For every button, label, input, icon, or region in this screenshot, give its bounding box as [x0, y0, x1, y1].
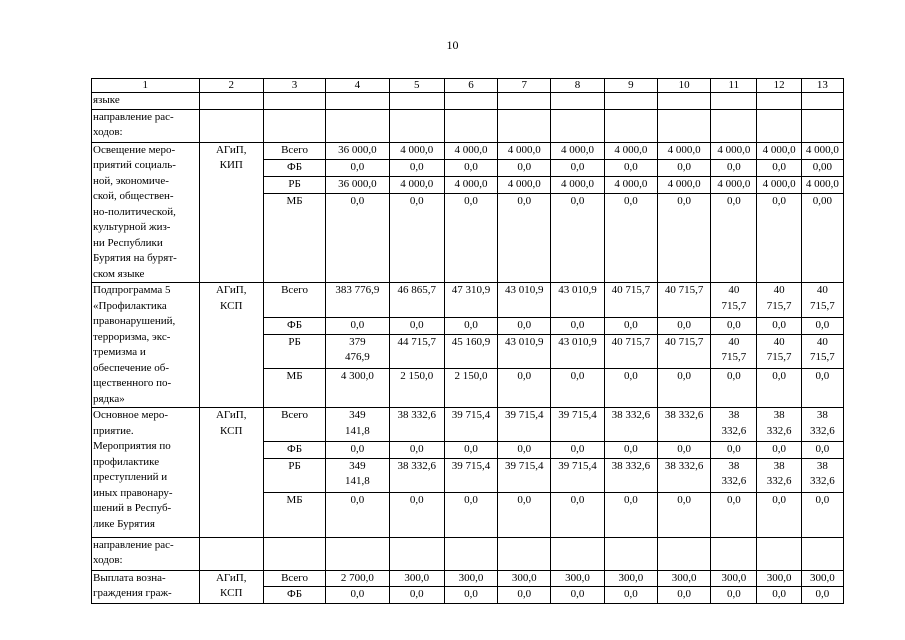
- executor: АГиП, КСП: [199, 408, 263, 538]
- amount-cell: 0,0: [326, 159, 389, 176]
- amount-cell: 300,0: [389, 570, 444, 587]
- activity-name: Выплата возна- граждения граж-: [92, 570, 200, 603]
- empty-cell: [263, 537, 325, 570]
- column-header: 1: [92, 79, 200, 93]
- empty-cell: [801, 109, 843, 142]
- empty-cell: [326, 109, 389, 142]
- amount-cell: 46 865,7: [389, 283, 444, 318]
- amount-cell: 39 715,4: [551, 408, 604, 442]
- amount-cell: 4 000,0: [657, 176, 710, 193]
- amount-cell: 38 332,6: [604, 408, 657, 442]
- amount-cell: 4 300,0: [326, 369, 389, 408]
- row-label: языке: [92, 93, 200, 110]
- amount-cell: 0,0: [604, 369, 657, 408]
- column-header: 12: [757, 79, 801, 93]
- amount-cell: 36 000,0: [326, 142, 389, 159]
- amount-cell: 38 332,6: [801, 408, 843, 442]
- amount-cell: 2 700,0: [326, 570, 389, 587]
- column-header: 10: [657, 79, 710, 93]
- amount-cell: 4 000,0: [757, 142, 801, 159]
- amount-cell: 38 332,6: [604, 458, 657, 492]
- amount-cell: 4 000,0: [498, 176, 551, 193]
- amount-cell: 0,0: [757, 442, 801, 459]
- table-row: [92, 570, 844, 587]
- empty-cell: [711, 93, 757, 110]
- amount-cell: 4 000,0: [657, 142, 710, 159]
- funding-source: ФБ: [263, 587, 325, 604]
- amount-cell: 40 715,7: [657, 334, 710, 369]
- amount-cell: 0,0: [444, 159, 497, 176]
- empty-cell: [389, 537, 444, 570]
- amount-cell: 43 010,9: [551, 334, 604, 369]
- amount-cell: 4 000,0: [551, 176, 604, 193]
- column-header: 4: [326, 79, 389, 93]
- amount-cell: 0,0: [604, 194, 657, 283]
- empty-cell: [498, 93, 551, 110]
- empty-cell: [444, 109, 497, 142]
- amount-cell: 43 010,9: [498, 283, 551, 318]
- amount-cell: 0,0: [444, 194, 497, 283]
- table-row: [92, 142, 844, 159]
- table-row: [92, 408, 844, 442]
- amount-cell: 40 715,7: [604, 283, 657, 318]
- funding-source: Всего: [263, 408, 325, 442]
- amount-cell: 0,0: [498, 492, 551, 537]
- empty-cell: [263, 93, 325, 110]
- amount-cell: 0,0: [326, 492, 389, 537]
- funding-source: ФБ: [263, 442, 325, 459]
- amount-cell: 383 776,9: [326, 283, 389, 318]
- amount-cell: 0,0: [604, 442, 657, 459]
- amount-cell: 349 141,8: [326, 408, 389, 442]
- empty-cell: [801, 93, 843, 110]
- table-row: [92, 283, 844, 318]
- amount-cell: 4 000,0: [444, 176, 497, 193]
- amount-cell: 0,0: [551, 492, 604, 537]
- amount-cell: 0,0: [711, 587, 757, 604]
- amount-cell: 0,0: [657, 317, 710, 334]
- empty-cell: [199, 537, 263, 570]
- amount-cell: 0,00: [801, 159, 843, 176]
- amount-cell: 38 332,6: [389, 408, 444, 442]
- amount-cell: 0,0: [657, 194, 710, 283]
- funding-source: ФБ: [263, 317, 325, 334]
- empty-cell: [604, 109, 657, 142]
- amount-cell: 44 715,7: [389, 334, 444, 369]
- amount-cell: 0,0: [757, 492, 801, 537]
- executor: АГиП, КСП: [199, 570, 263, 603]
- amount-cell: 2 150,0: [389, 369, 444, 408]
- empty-cell: [444, 537, 497, 570]
- amount-cell: 40 715,7: [801, 334, 843, 369]
- budget-table: [91, 78, 844, 604]
- amount-cell: 0,0: [389, 194, 444, 283]
- amount-cell: 45 160,9: [444, 334, 497, 369]
- amount-cell: 38 332,6: [657, 408, 710, 442]
- funding-source: МБ: [263, 369, 325, 408]
- amount-cell: 0,0: [604, 587, 657, 604]
- amount-cell: 40 715,7: [757, 334, 801, 369]
- amount-cell: 300,0: [801, 570, 843, 587]
- amount-cell: 0,0: [711, 194, 757, 283]
- amount-cell: 300,0: [757, 570, 801, 587]
- row-label: направление рас- ходов:: [92, 537, 200, 570]
- amount-cell: 0,0: [498, 317, 551, 334]
- amount-cell: 0,0: [657, 492, 710, 537]
- amount-cell: 0,0: [657, 442, 710, 459]
- table-row: [92, 109, 844, 142]
- amount-cell: 0,0: [498, 369, 551, 408]
- amount-cell: 0,0: [551, 442, 604, 459]
- amount-cell: 300,0: [498, 570, 551, 587]
- amount-cell: 0,0: [326, 587, 389, 604]
- amount-cell: 0,0: [757, 369, 801, 408]
- amount-cell: 40 715,7: [604, 334, 657, 369]
- empty-cell: [757, 537, 801, 570]
- column-header: 6: [444, 79, 497, 93]
- amount-cell: 4 000,0: [711, 142, 757, 159]
- funding-source: МБ: [263, 194, 325, 283]
- activity-name: Основное меро- приятие. Мероприятия по профилактике преступлений и иных правонару- шений в Респуб- лике Бурятия: [92, 408, 200, 538]
- empty-cell: [389, 109, 444, 142]
- empty-cell: [657, 93, 710, 110]
- empty-cell: [199, 93, 263, 110]
- amount-cell: 0,0: [657, 159, 710, 176]
- amount-cell: 0,0: [801, 442, 843, 459]
- amount-cell: 38 332,6: [757, 408, 801, 442]
- amount-cell: 0,0: [801, 492, 843, 537]
- column-header: 2: [199, 79, 263, 93]
- amount-cell: 0,0: [551, 369, 604, 408]
- amount-cell: 0,00: [801, 194, 843, 283]
- amount-cell: 4 000,0: [711, 176, 757, 193]
- amount-cell: 0,0: [657, 369, 710, 408]
- amount-cell: 0,0: [444, 587, 497, 604]
- amount-cell: 40 715,7: [801, 283, 843, 318]
- amount-cell: 38 332,6: [801, 458, 843, 492]
- amount-cell: 4 000,0: [604, 142, 657, 159]
- amount-cell: 0,0: [498, 194, 551, 283]
- amount-cell: 0,0: [389, 587, 444, 604]
- amount-cell: 0,0: [801, 587, 843, 604]
- funding-source: РБ: [263, 458, 325, 492]
- amount-cell: 300,0: [657, 570, 710, 587]
- funding-source: РБ: [263, 334, 325, 369]
- amount-cell: 0,0: [498, 587, 551, 604]
- empty-cell: [498, 537, 551, 570]
- amount-cell: 38 332,6: [711, 458, 757, 492]
- empty-cell: [757, 93, 801, 110]
- amount-cell: 4 000,0: [604, 176, 657, 193]
- amount-cell: 0,0: [757, 587, 801, 604]
- empty-cell: [326, 93, 389, 110]
- amount-cell: 38 332,6: [389, 458, 444, 492]
- amount-cell: 0,0: [604, 159, 657, 176]
- empty-cell: [757, 109, 801, 142]
- empty-cell: [326, 537, 389, 570]
- amount-cell: 36 000,0: [326, 176, 389, 193]
- amount-cell: 40 715,7: [711, 334, 757, 369]
- activity-name: Подпрограмма 5 «Профилактика правонарушений, терроризма, экс- тремизма и обеспечение об- щественного по- рядка»: [92, 283, 200, 408]
- amount-cell: 0,0: [498, 442, 551, 459]
- amount-cell: 0,0: [326, 317, 389, 334]
- amount-cell: 43 010,9: [551, 283, 604, 318]
- amount-cell: 300,0: [444, 570, 497, 587]
- amount-cell: 4 000,0: [444, 142, 497, 159]
- amount-cell: 0,0: [604, 317, 657, 334]
- amount-cell: 0,0: [389, 492, 444, 537]
- amount-cell: 0,0: [551, 159, 604, 176]
- amount-cell: 0,0: [498, 159, 551, 176]
- amount-cell: 4 000,0: [551, 142, 604, 159]
- empty-cell: [604, 537, 657, 570]
- executor: АГиП, КСП: [199, 283, 263, 408]
- empty-cell: [711, 109, 757, 142]
- empty-cell: [551, 93, 604, 110]
- funding-source: МБ: [263, 492, 325, 537]
- empty-cell: [389, 93, 444, 110]
- amount-cell: 0,0: [711, 317, 757, 334]
- amount-cell: 38 332,6: [657, 458, 710, 492]
- empty-cell: [551, 537, 604, 570]
- amount-cell: 4 000,0: [389, 142, 444, 159]
- amount-cell: 4 000,0: [801, 176, 843, 193]
- amount-cell: 0,0: [444, 492, 497, 537]
- amount-cell: 0,0: [604, 492, 657, 537]
- amount-cell: 0,0: [711, 492, 757, 537]
- amount-cell: 0,0: [551, 194, 604, 283]
- funding-source: РБ: [263, 176, 325, 193]
- amount-cell: 0,0: [801, 369, 843, 408]
- funding-source: Всего: [263, 570, 325, 587]
- amount-cell: 0,0: [389, 317, 444, 334]
- page-number: 10: [446, 38, 459, 52]
- amount-cell: 40 715,7: [711, 283, 757, 318]
- empty-cell: [711, 537, 757, 570]
- column-header: 5: [389, 79, 444, 93]
- amount-cell: 300,0: [604, 570, 657, 587]
- amount-cell: 0,0: [801, 317, 843, 334]
- column-header: 7: [498, 79, 551, 93]
- amount-cell: 0,0: [326, 442, 389, 459]
- empty-cell: [801, 537, 843, 570]
- empty-cell: [657, 537, 710, 570]
- amount-cell: 39 715,4: [444, 458, 497, 492]
- amount-cell: 0,0: [389, 159, 444, 176]
- empty-cell: [199, 109, 263, 142]
- amount-cell: 0,0: [757, 194, 801, 283]
- amount-cell: 300,0: [711, 570, 757, 587]
- executor: АГиП, КИП: [199, 142, 263, 283]
- amount-cell: 40 715,7: [657, 283, 710, 318]
- amount-cell: 379 476,9: [326, 334, 389, 369]
- empty-cell: [444, 93, 497, 110]
- amount-cell: 4 000,0: [389, 176, 444, 193]
- amount-cell: 39 715,4: [444, 408, 497, 442]
- row-label: направление рас- ходов:: [92, 109, 200, 142]
- empty-cell: [498, 109, 551, 142]
- funding-source: Всего: [263, 142, 325, 159]
- column-header: 8: [551, 79, 604, 93]
- amount-cell: 0,0: [711, 369, 757, 408]
- amount-cell: 47 310,9: [444, 283, 497, 318]
- amount-cell: 0,0: [757, 317, 801, 334]
- amount-cell: 38 332,6: [711, 408, 757, 442]
- amount-cell: 40 715,7: [757, 283, 801, 318]
- amount-cell: 39 715,4: [551, 458, 604, 492]
- column-header: 9: [604, 79, 657, 93]
- amount-cell: 0,0: [657, 587, 710, 604]
- amount-cell: 4 000,0: [801, 142, 843, 159]
- amount-cell: 39 715,4: [498, 408, 551, 442]
- column-header: 13: [801, 79, 843, 93]
- amount-cell: 349 141,8: [326, 458, 389, 492]
- empty-cell: [263, 109, 325, 142]
- amount-cell: 300,0: [551, 570, 604, 587]
- column-header-row: [92, 79, 844, 93]
- amount-cell: 43 010,9: [498, 334, 551, 369]
- amount-cell: 38 332,6: [757, 458, 801, 492]
- funding-source: ФБ: [263, 159, 325, 176]
- amount-cell: 0,0: [444, 442, 497, 459]
- amount-cell: 0,0: [757, 159, 801, 176]
- amount-cell: 0,0: [551, 317, 604, 334]
- column-header: 11: [711, 79, 757, 93]
- amount-cell: 0,0: [551, 587, 604, 604]
- amount-cell: 0,0: [711, 159, 757, 176]
- funding-source: Всего: [263, 283, 325, 318]
- activity-name: Освещение меро- приятий социаль- ной, экономиче- ской, обществен- но-политической, культурной жиз- ни Республики Бурятия на бурят- ском языке: [92, 142, 200, 283]
- empty-cell: [657, 109, 710, 142]
- amount-cell: 0,0: [326, 194, 389, 283]
- amount-cell: 0,0: [389, 442, 444, 459]
- amount-cell: 2 150,0: [444, 369, 497, 408]
- column-header: 3: [263, 79, 325, 93]
- amount-cell: 4 000,0: [757, 176, 801, 193]
- table-row: [92, 537, 844, 570]
- amount-cell: 39 715,4: [498, 458, 551, 492]
- empty-cell: [551, 109, 604, 142]
- amount-cell: 0,0: [444, 317, 497, 334]
- amount-cell: 0,0: [711, 442, 757, 459]
- amount-cell: 4 000,0: [498, 142, 551, 159]
- table-row: [92, 93, 844, 110]
- empty-cell: [604, 93, 657, 110]
